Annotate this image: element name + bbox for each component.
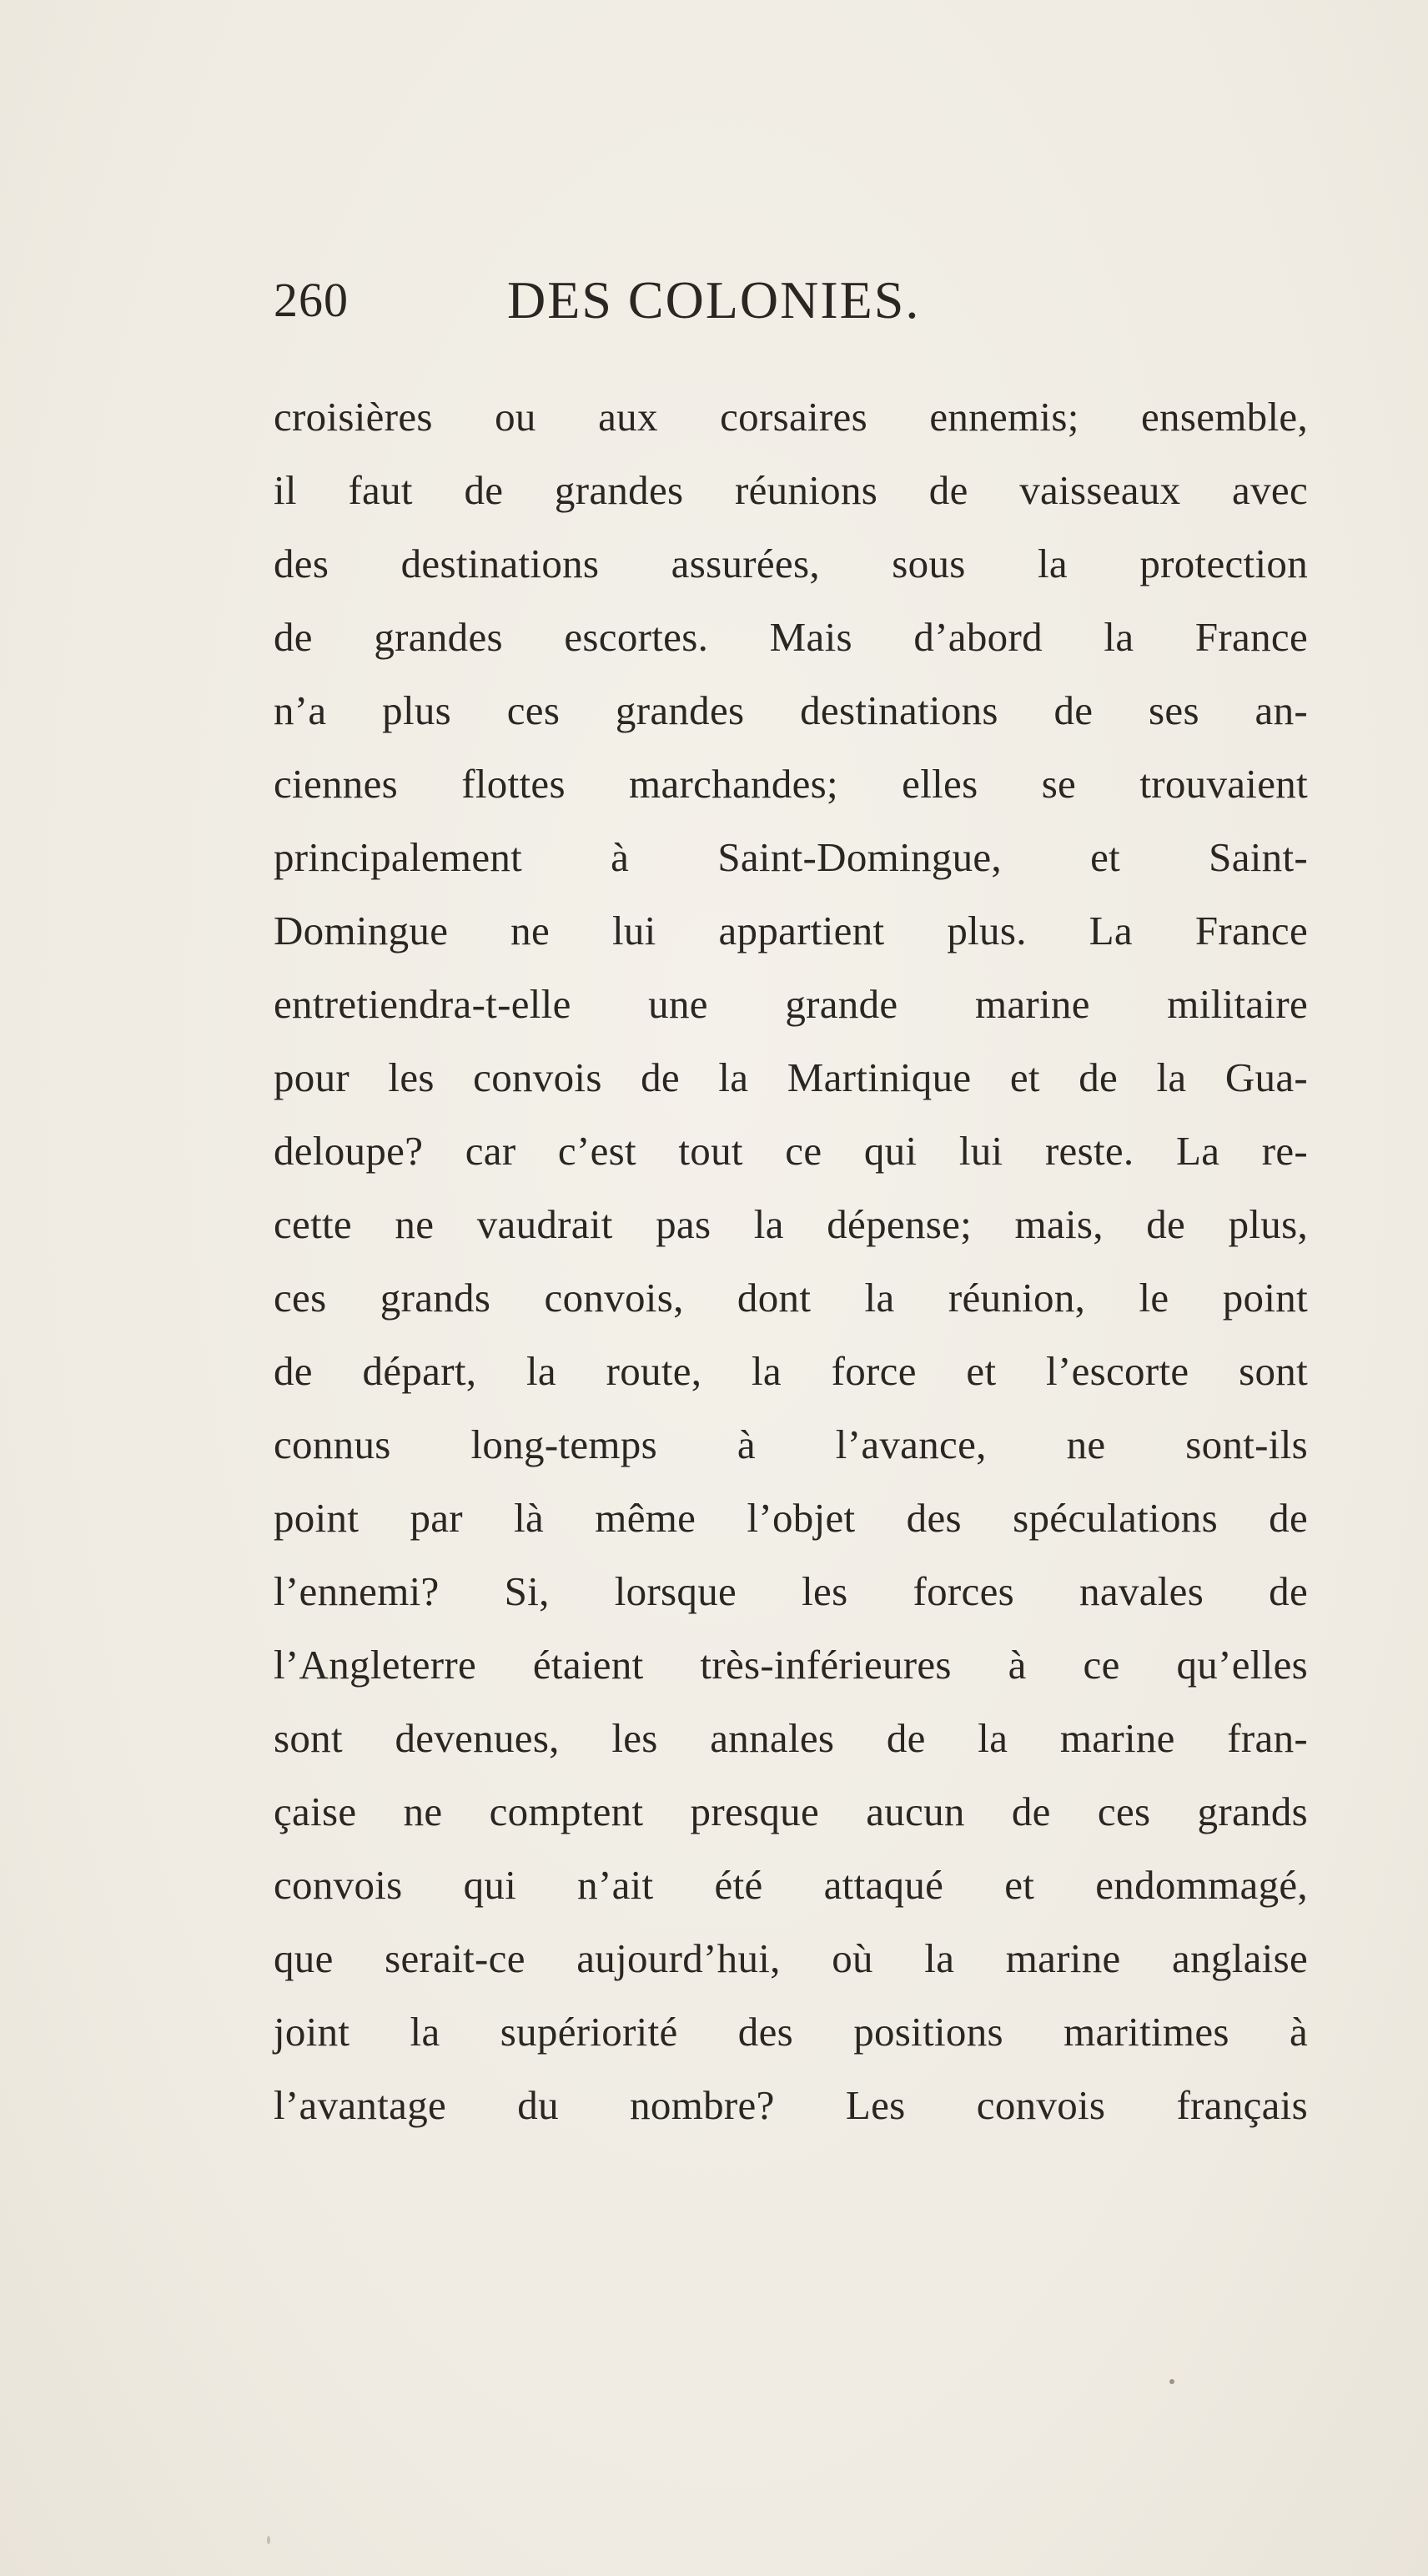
text-line: point par là même l’objet des spéculations de: [274, 1495, 1308, 1541]
text-line: Domingue ne lui appartient plus. La France: [274, 908, 1308, 953]
page-header: [274, 267, 1158, 334]
text-line: il faut de grandes réunions de vaisseaux avec: [274, 467, 1308, 513]
text-line: de grandes escortes. Mais d’abord la France: [274, 614, 1308, 660]
text-line: l’avantage du nombre? Les convois français: [274, 2082, 1308, 2128]
paper-speck: [267, 2536, 270, 2544]
running-title: DES COLONIES.: [507, 270, 921, 330]
text-line: çaise ne comptent presque aucun de ces grands: [274, 1789, 1308, 1834]
text-line: ciennes flottes marchandes; elles se trouvaient: [274, 761, 1308, 807]
text-line: l’Angleterre étaient très-inférieures à ce qu’elles: [274, 1642, 1308, 1688]
text-line: deloupe? car c’est tout ce qui lui reste. La re-: [274, 1128, 1308, 1174]
text-line: entretiendra-t-elle une grande marine militaire: [274, 981, 1308, 1027]
text-line: de départ, la route, la force et l’escorte sont: [274, 1348, 1308, 1394]
text-line: l’ennemi? Si, lorsque les forces navales de: [274, 1568, 1308, 1614]
text-line: pour les convois de la Martinique et de la Gua-: [274, 1054, 1308, 1100]
text-line: convois qui n’ait été attaqué et endommagé,: [274, 1862, 1308, 1908]
text-line: des destinations assurées, sous la protection: [274, 541, 1308, 586]
text-line: que serait-ce aujourd’hui, où la marine anglaise: [274, 1935, 1308, 1981]
text-line: joint la supériorité des positions maritimes à: [274, 2009, 1308, 2055]
text-line: principalement à Saint-Domingue, et Saint-: [274, 834, 1308, 880]
text-line: connus long-temps à l’avance, ne sont-ils: [274, 1421, 1308, 1467]
paper-speck: [1169, 2379, 1174, 2384]
text-line: sont devenues, les annales de la marine fran-: [274, 1715, 1308, 1761]
text-line: cette ne vaudrait pas la dépense; mais, de plus,: [274, 1201, 1308, 1247]
text-line: ces grands convois, dont la réunion, le point: [274, 1275, 1308, 1321]
text-line: n’a plus ces grandes destinations de ses an-: [274, 687, 1308, 733]
text-line: croisières ou aux corsaires ennemis; ensemble,: [274, 394, 1308, 440]
page-number: 260: [274, 273, 349, 327]
body-text: [274, 380, 1308, 2142]
